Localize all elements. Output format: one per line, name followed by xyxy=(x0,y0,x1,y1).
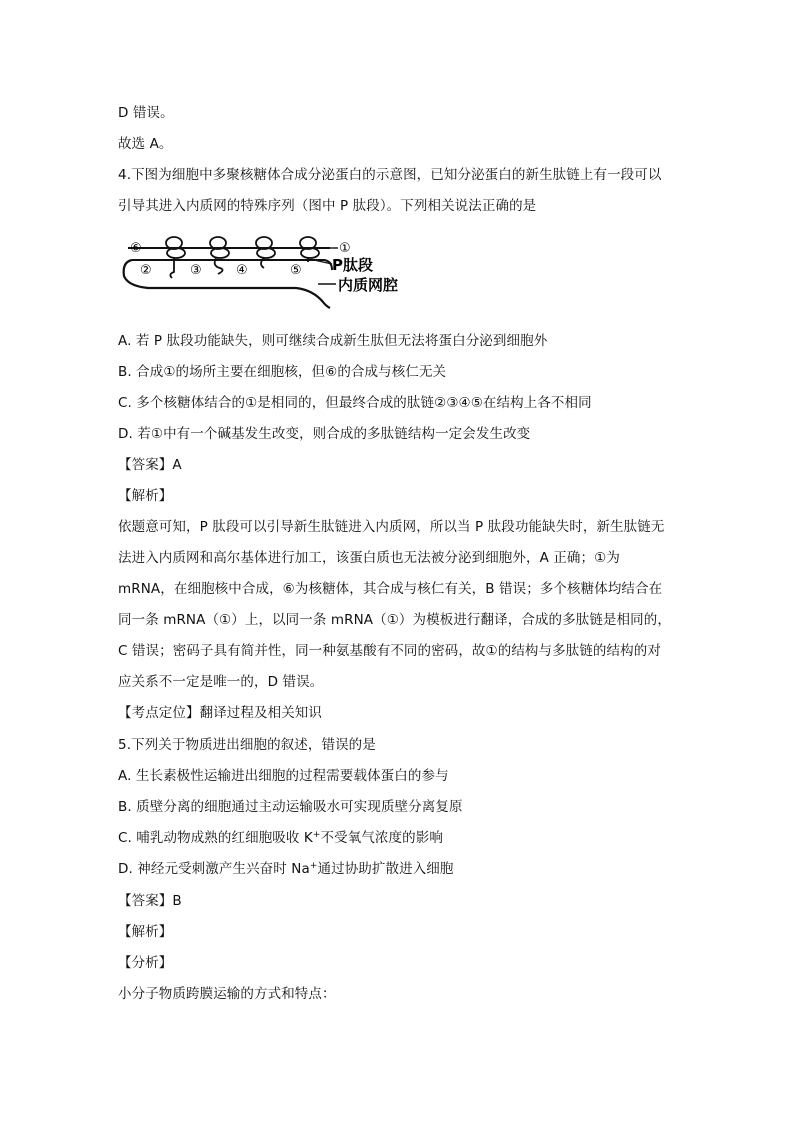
label-5: ⑤ xyxy=(290,263,302,278)
q5-option-b: B. 质壁分离的细胞通过主动运输吸水可实现质壁分离复原 xyxy=(118,799,463,815)
q5-option-d-text-end: 通过协助扩散进入细胞 xyxy=(317,861,454,877)
superscript-plus: + xyxy=(312,830,321,840)
q4-analysis-line: mRNA，在细胞核中合成，⑥为核糖体，其合成与核仁有关，B 错误；多个核糖体均结合在 xyxy=(118,581,663,597)
label-3: ③ xyxy=(190,263,202,278)
q5-option-d-text: D. 神经元受刺激产生兴奋时 Na xyxy=(118,861,310,877)
q4-stem-line1: 4.下图为细胞中多聚核糖体合成分泌蛋白的示意图，已知分泌蛋白的新生肽链上有一段可以 xyxy=(118,167,662,183)
q4-key-point: 【考点定位】翻译过程及相关知识 xyxy=(118,705,322,721)
superscript-plus: + xyxy=(309,861,318,871)
q5-option-a: A. 生长素极性运输进出细胞的过程需要载体蛋白的参与 xyxy=(118,768,449,784)
q4-analysis-line: C 错误；密码子具有简并性，同一种氨基酸有不同的密码，故①的结构与多肽链的结构的对 xyxy=(118,643,661,659)
q3-choose: 故选 A。 xyxy=(118,136,173,152)
label-6: ⑥ xyxy=(130,241,142,256)
q4-answer: 【答案】A xyxy=(118,457,182,473)
er-membrane-top xyxy=(132,260,332,270)
ribosome-2 xyxy=(210,237,229,274)
label-p-segment: P肽段 xyxy=(332,256,373,274)
q4-analysis-line: 法进入内质网和高尔基体进行加工，该蛋白质也无法被分泌到细胞外，A 正确；①为 xyxy=(118,550,620,566)
label-er-lumen: 内质网腔 xyxy=(338,276,399,294)
q5-answer: 【答案】B xyxy=(118,893,182,909)
label-2: ② xyxy=(140,263,152,278)
q4-stem-line2: 引导其进入内质网的特殊序列（图中 P 肽段）。下列相关说法正确的是 xyxy=(118,198,537,214)
q4-option-d: D. 若①中有一个碱基发生改变，则合成的多肽链结构一定会发生改变 xyxy=(118,426,531,442)
q4-analysis-line: 依题意可知，P 肽段可以引导新生肽链进入内质网，所以当 P 肽段功能缺失时，新生肽链无 xyxy=(118,519,665,535)
q5-option-c xyxy=(118,829,443,847)
q5-last-line: 小分子物质跨膜运输的方式和特点： xyxy=(118,986,336,1002)
q4-analysis-line: 应关系不一定是唯一的，D 错误。 xyxy=(118,674,324,690)
q5-option-c-text: C. 哺乳动物成熟的红细胞吸收 K xyxy=(118,830,313,846)
label-1: ① xyxy=(339,241,351,256)
q4-option-c: C. 多个核糖体结合的①是相同的，但最终合成的肽链②③④⑤在结构上各不相同 xyxy=(118,395,592,411)
q5-option-c-text-end: 不受氧气浓度的影响 xyxy=(320,830,443,846)
q4-analysis-line: 同一条 mRNA（①）上，以同一条 mRNA（①）为模板进行翻译，合成的多肽链是相同的， xyxy=(118,612,671,628)
q5-option-d xyxy=(118,860,454,878)
q4-option-b: B. 合成①的场所主要在细胞核，但⑥的合成与核仁无关 xyxy=(118,364,447,380)
q3-d-wrong: D 错误。 xyxy=(118,105,174,121)
ribosome-1 xyxy=(166,237,185,278)
label-4: ④ xyxy=(236,263,248,278)
q5-stem: 5.下列关于物质进出细胞的叙述，错误的是 xyxy=(118,737,376,753)
ribosome-3 xyxy=(256,237,275,268)
q4-analysis-title: 【解析】 xyxy=(118,488,173,504)
polyribosome-figure xyxy=(118,228,428,310)
q4-option-a: A. 若 P 肽段功能缺失，则可继续合成新生肽但无法将蛋白分泌到细胞外 xyxy=(118,333,548,349)
q5-fenxi-title: 【分析】 xyxy=(118,955,173,971)
q5-analysis-title: 【解析】 xyxy=(118,924,173,940)
ribosome-4 xyxy=(300,237,319,262)
